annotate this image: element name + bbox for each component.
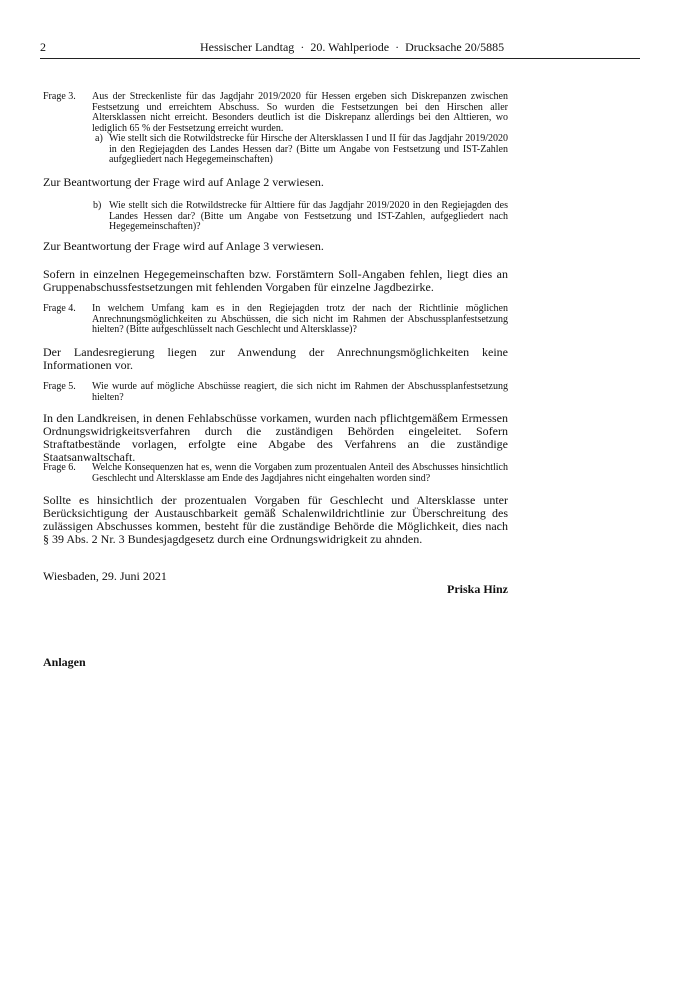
sub-text: Wie stellt sich die Rotwildstrecke für Alttiere für das Jagdjahr 2019/2020 in den Regiejagden des Landes Hessen dar? (Bitte um Angabe von Festsetzung und IST-Zahlen, aufgegliedert nach Hegegemeinschaften)? [109,200,508,232]
answer-6: Sollte es hinsichtlich der prozentualen Vorgaben für Geschlecht und Altersklasse unter Berücksichtigung der Austauschbarkeit gemäß Schalenwildrichtlinie zur Überschreitung des zulässigen Abschusses kommen, besteht für die zuständige Behörde die Möglichkeit, dies nach § 39 Abs. 2 Nr. 3 Bundesjagdgesetz durch eine Ordnungswidrigkeit zu ahnden. [43,493,508,546]
page-number: 2 [40,40,46,54]
question-text: Wie wurde auf mögliche Abschüsse reagiert, die sich nicht im Rahmen der Abschussplanfestsetzung hielten? [92,381,508,403]
answer-4: Der Landesregierung liegen zur Anwendung der Anrechnungsmöglichkeiten keine Informationen vor. [43,345,508,372]
page-header [40,40,640,59]
sub-label: b) [93,200,102,211]
signature: Priska Hinz [446,582,508,596]
answer-5: In den Landkreisen, in denen Fehlabschüsse vorkamen, wurden nach pflichtgemäßem Ermessen Ordnungswidrigkeitsverfahren durch die zuständigen Behörden eingeleitet. Sofern Straftatbestände vorlagen, erfolgte eine Abgabe des Verfahrens an die zuständige Staatsanwaltschaft. [43,411,508,464]
question-label: Frage 6. [43,462,76,473]
sub-text: Wie stellt sich die Rotwildstrecke für Hirsche der Altersklassen I und II für das Jagdjahr 2019/2020 in den Regiejagden des Landes Hessen dar? (Bitte um Angabe von Festsetzung und IST-Zahlen aufgegliedert nach Hegegemeinschaften) [109,133,508,165]
header-period: 20. Wahlperiode [310,40,390,54]
question-3a [95,133,508,166]
header-separator: · [300,40,305,54]
question-label: Frage 3. [43,91,76,102]
question-6 [43,463,508,485]
header-title [200,40,640,55]
question-text: Aus der Streckenliste für das Jagdjahr 2019/2020 für Hessen ergeben sich Diskrepanzen zwischen Festsetzung und erreichtem Abschuss. So wurden die Festsetzungen bei den Hirschen aller Altersklassen nicht erreicht. Besonders deutlich ist die Diskrepanz allerdings bei den Alttieren, wo lediglich 65 % der Festsetzung erreicht wurden. [92,91,508,134]
question-4 [43,304,508,336]
header-separator: · [395,40,400,54]
question-label: Frage 5. [43,381,76,392]
header-print-number: Drucksache 20/5885 [405,40,505,54]
answer-3a: Zur Beantwortung der Frage wird auf Anlage 2 verwiesen. [43,175,324,189]
attachments-heading: Anlagen [43,655,86,669]
question-3b [93,200,508,233]
answer-3-note: Sofern in einzelnen Hegegemeinschaften bzw. Forstämtern Soll-Angaben fehlen, liegt dies an Gruppenabschussfestsetzungen mit fehlenden Vorgaben für einzelne Jagdbezirke. [43,267,508,294]
sub-label: a) [95,133,103,144]
question-5 [43,382,508,404]
answer-3b: Zur Beantwortung der Frage wird auf Anlage 3 verwiesen. [43,239,324,253]
header-publisher: Hessischer Landtag [200,40,295,54]
question-text: Welche Konsequenzen hat es, wenn die Vorgaben zum prozentualen Anteil des Abschusses hinsichtlich Geschlecht und Altersklasse am Ende des Jagdjahres nicht eingehalten worden sind? [92,462,508,484]
question-3 [43,92,508,167]
question-label: Frage 4. [43,303,76,314]
place-date: Wiesbaden, 29. Juni 2021 [43,569,167,583]
question-text: In welchem Umfang kam es in den Regiejagden trotz der nach der Richtlinie möglichen Anrechnungsmöglichkeiten zu Abschüssen, die sich nicht im Rahmen der Abschussplanfestsetzung hielten? (Bitte aufgeschlüsselt nach Geschlecht und Altersklasse)? [92,303,508,335]
